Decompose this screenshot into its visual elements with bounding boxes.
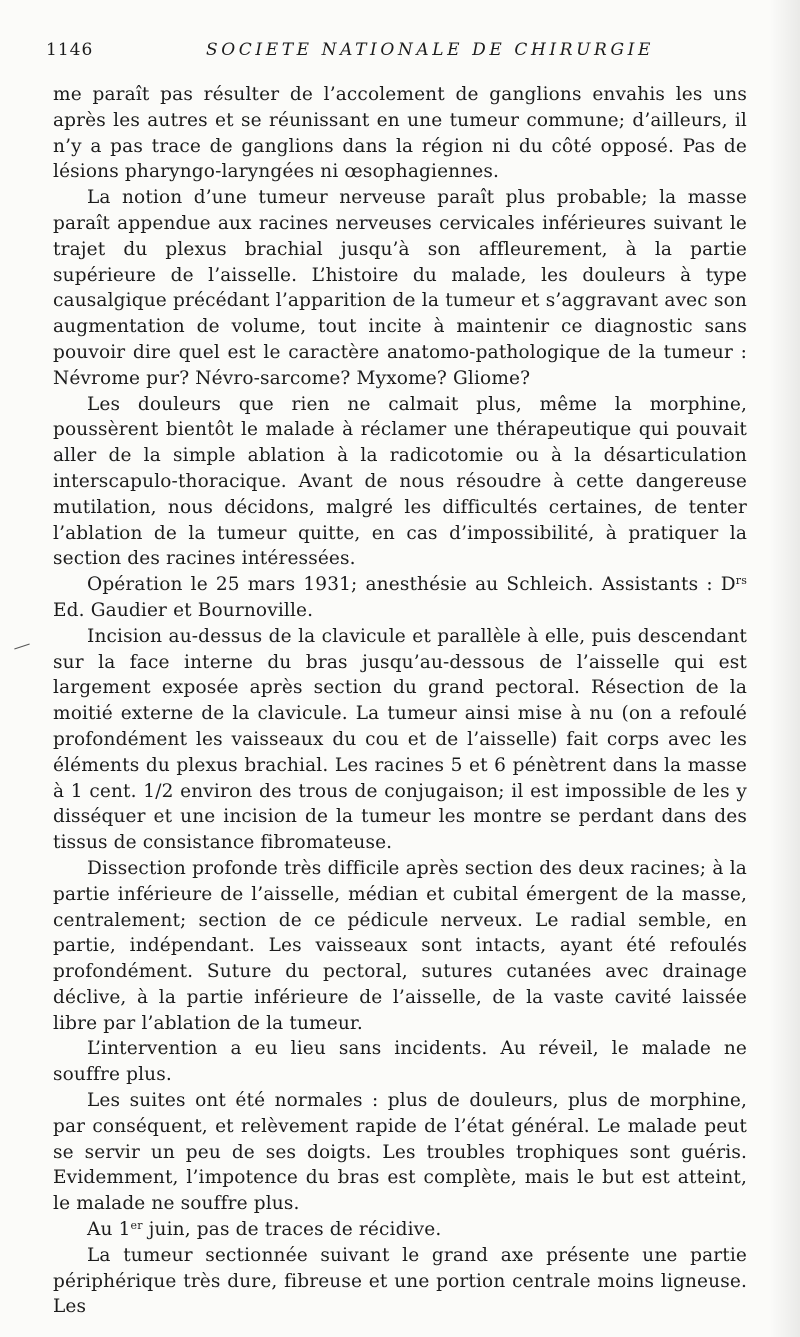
paragraph-10: La tumeur sectionnée suivant le grand axe présente une partie périphérique très dure, fibreuse et une portion centrale moins ligneuse. Les — [53, 1244, 747, 1318]
page-number: 1146 — [46, 40, 94, 60]
paragraph-2: La notion d’une tumeur nerveuse paraît plus probable; la masse paraît appendue aux racines nerveuses cervicales inférieures suivant le trajet du plexus brachial jusqu’à son affleurement, à la partie supérieure de l’aisselle. L’histoire du malade, les douleurs à type causalgique précédant l’apparition de la tumeur et s’aggravant avec son augmentation de volume, tout incite à maintenir ce diagnostic sans pouvoir dire quel est le caractère anatomo-pathologique de la tumeur : Névrome pur? Névro-sarcome? Myxome? Gliome? — [53, 187, 747, 389]
paragraph-9 — [53, 1217, 747, 1243]
paragraph-4-main: Opération le 25 mars 1931; anesthésie au Schleich. Assistants : D — [87, 574, 736, 596]
body-text — [53, 82, 747, 1320]
paragraph-9-superscript: er — [130, 1219, 143, 1233]
paragraph-4 — [53, 572, 747, 624]
paragraph-7: L’intervention a eu lieu sans incidents. Au réveil, le malade ne souffre plus. — [53, 1038, 747, 1086]
margin-mark — [14, 644, 30, 650]
paragraph-6: Dissection profonde très difficile après section des deux racines; à la partie inférieure de l’aisselle, médian et cubital émergent de la masse, centralement; section de ce pédicule nerveux. Le radial semble, en partie, indépendant. Les vaisseaux sont intacts, ayant été refoulés profondément. Suture du pectoral, sutures cutanées avec drainage déclive, à la partie inférieure de l’aisselle, de la vaste cavité laissée libre par l’ablation de la tumeur. — [53, 857, 747, 1034]
paragraph-9-end: juin, pas de traces de récidive. — [142, 1219, 442, 1241]
paragraph-9-start: Au 1 — [87, 1219, 131, 1241]
page-edge-shadow — [770, 0, 800, 1337]
paragraph-4-rest: Ed. Gaudier et Bournoville. — [53, 599, 314, 621]
paragraph-1: me paraît pas résulter de l’accolement de ganglions envahis les uns après les autres et se réunissant en une tumeur commune; d’ailleurs, il n’y a pas trace de ganglions dans la région ni du côté opposé. Pas de lésions pharyngo-laryngées ni œsophagiennes. — [53, 84, 747, 183]
paragraph-4-superscript: rs — [735, 574, 747, 588]
running-head: SOCIETE NATIONALE DE CHIRURGIE — [206, 40, 654, 60]
paragraph-8: Les suites ont été normales : plus de douleurs, plus de morphine, par conséquent, et relèvement rapide de l’état général. Le malade peut se servir un peu de ses doigts. Les troubles trophiques sont guéris. Evidemment, l’impotence du bras est complète, mais le but est atteint, le malade ne souffre plus. — [53, 1090, 747, 1215]
paragraph-3: Les douleurs que rien ne calmait plus, même la morphine, poussèrent bientôt le malade à réclamer une thérapeutique qui pouvait aller de la simple ablation à la radicotomie ou à la désarticulation interscapulo-thoracique. Avant de nous résoudre à cette dangereuse mutilation, nous décidons, malgré les difficultés certaines, de tenter l’ablation de la tumeur quitte, en cas d’impossibilité, à pratiquer la section des racines intéressées. — [53, 393, 747, 570]
page-header — [46, 40, 746, 70]
paragraph-5: Incision au-dessus de la clavicule et parallèle à elle, puis descendant sur la face interne du bras jusqu’au-dessous de l’aisselle qui est largement exposée après section du grand pectoral. Résection de la moitié externe de la clavicule. La tumeur ainsi mise à nu (on a refoulé profondément les vaisseaux du cou et de l’aisselle) fait corps avec les éléments du plexus brachial. Les racines 5 et 6 pénètrent dans la masse à 1 cent. 1/2 environ des trous de conjugaison; il est impossible de les y disséquer et une incision de la tumeur les montre se perdant dans des tissus de consistance fibromateuse. — [53, 625, 747, 854]
